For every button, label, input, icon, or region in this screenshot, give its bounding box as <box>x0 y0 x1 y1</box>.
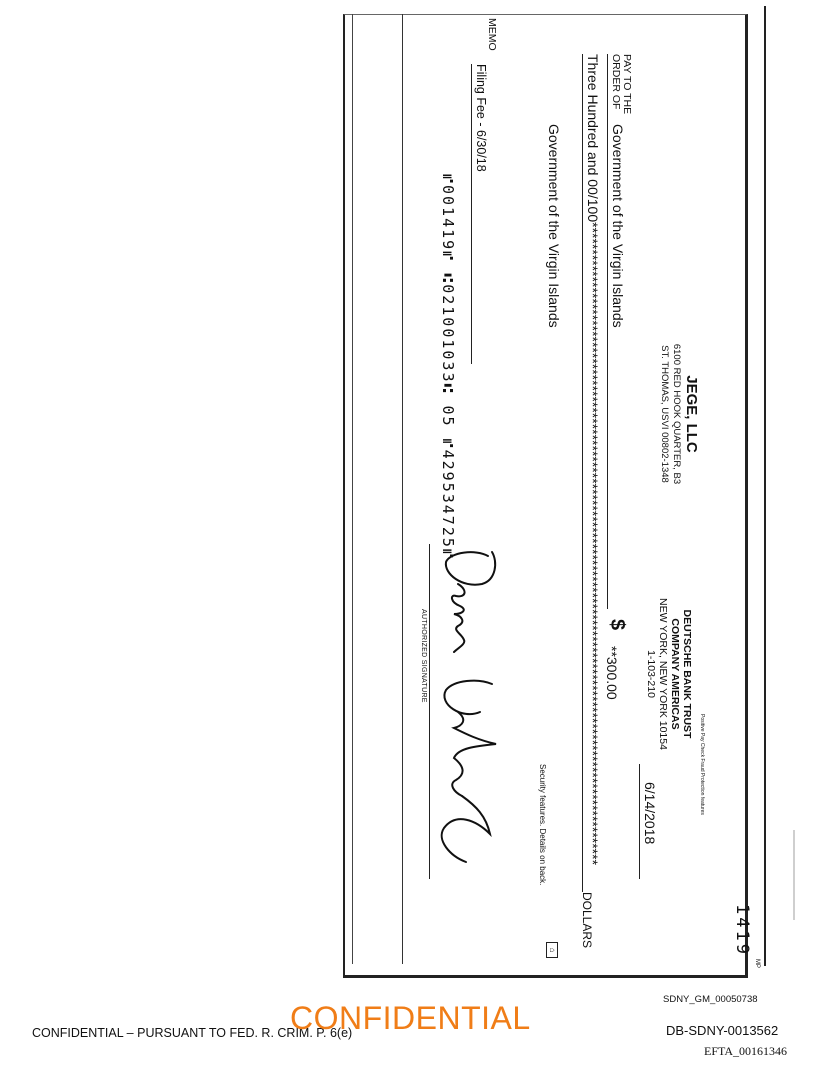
check-number: 1419 <box>732 904 752 957</box>
corner-mark: MP <box>754 959 760 968</box>
memo-value: Filing Fee - 6/30/18 <box>474 64 488 172</box>
bates-db-sdny: DB-SDNY-0013562 <box>666 1023 779 1038</box>
bates-sdny-gm: SDNY_GM_00050738 <box>663 994 758 1005</box>
padlock-icon: ⌂ <box>546 942 558 958</box>
dollar-sign: $ <box>606 619 628 631</box>
memo-line <box>471 64 472 364</box>
positive-pay-logo: Positive Pay Check Fraud Protection features <box>699 714 705 815</box>
pay-to-label-line1: PAY TO THE <box>621 54 633 115</box>
company-address-line2: ST. THOMAS, USVI 00802-1348 <box>659 345 670 483</box>
memo-label: MEMO <box>486 18 498 51</box>
bank-name-line1: DEUTSCHE BANK TRUST <box>681 609 693 739</box>
check-edge-rule <box>764 6 766 966</box>
bank-name-line2: COMPANY AMERICAS <box>669 618 681 730</box>
bank-routing-fraction: 1-103-210 <box>645 650 657 698</box>
signature-line <box>429 544 430 879</box>
micr-line: ⑈001419⑈ ⑆021001033⑆ 05 ⑈429534725⑈ <box>439 174 457 560</box>
check <box>340 14 760 968</box>
company-address-line1: 6100 RED HOOK QUARTER, B3 <box>671 343 682 485</box>
security-note: Security features. Details on back. <box>538 764 547 886</box>
bank-city-line: NEW YORK, NEW YORK 10154 <box>657 598 669 750</box>
check-date: 6/14/2018 <box>642 782 658 845</box>
company-name: JEGE, LLC <box>683 375 700 453</box>
scan-artifact <box>793 830 795 920</box>
authorized-signature-label: AUTHORIZED SIGNATURE <box>420 609 427 703</box>
date-line <box>639 764 640 879</box>
confidential-notice: CONFIDENTIAL – PURSUANT TO FED. R. CRIM. P. 6(e) <box>32 1026 353 1040</box>
bates-efta: EFTA_00161346 <box>704 1044 788 1058</box>
signature <box>430 544 506 874</box>
pay-to-label <box>610 54 632 114</box>
amount-figures: **300.00 <box>604 646 620 700</box>
payee-address: Government of the Virgin Islands <box>546 124 562 328</box>
dollars-label: DOLLARS <box>580 892 594 949</box>
payee-name: Government of the Virgin Islands <box>610 124 626 328</box>
confidential-watermark: CONFIDENTIAL <box>290 1000 531 1036</box>
amount-words: Three Hundred and 00/100********************************************************************************************************************** <box>585 54 601 866</box>
pay-to-label-line2: ORDER OF <box>610 54 622 110</box>
payee-line <box>607 54 608 609</box>
amount-words-line <box>582 54 583 892</box>
